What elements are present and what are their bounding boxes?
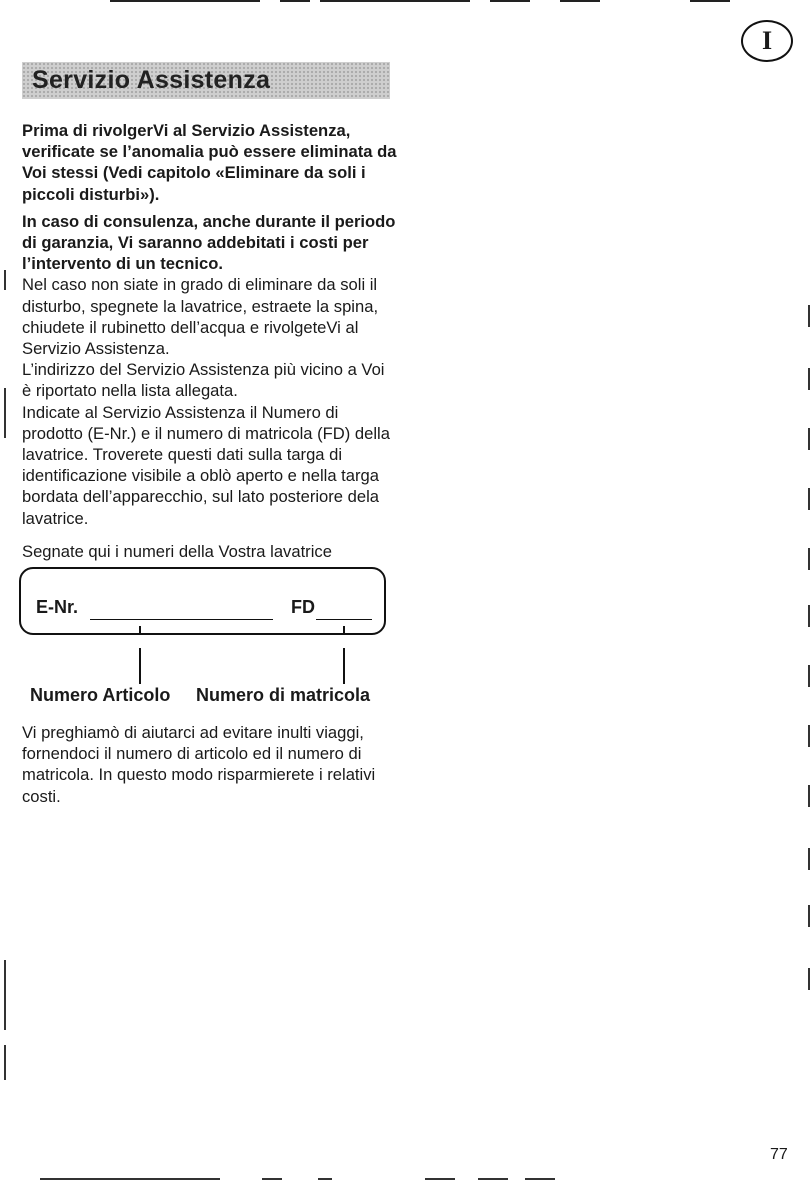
- scan-mark: [4, 270, 6, 290]
- instructions-paragraph: Nel caso non siate in grado di eliminare da soli il disturbo, spegnete la lavatrice, estraete la spina, chiudete il rubinetto dell’acqua e rivolgeteVi al Servizio Assistenza.: [22, 275, 379, 359]
- scan-mark: [808, 488, 810, 510]
- scan-mark: [4, 960, 6, 1030]
- scan-mark: [808, 725, 810, 747]
- top-rule: [690, 0, 730, 2]
- section-title-bar: [22, 62, 390, 99]
- article-connector-upper: [139, 626, 141, 634]
- bottom-rule: [425, 1178, 455, 1180]
- scan-mark: [808, 428, 810, 450]
- scan-mark: [808, 665, 810, 687]
- fd-label: FD: [291, 597, 315, 617]
- scan-mark: [808, 305, 810, 327]
- top-rule: [560, 0, 600, 2]
- enr-label: E-Nr.: [36, 597, 79, 617]
- top-rule: [280, 0, 310, 2]
- article-number-caption: Numero Articolo: [30, 685, 171, 705]
- serial-number-caption: Numero di matricola: [196, 685, 371, 705]
- scan-mark: [4, 1045, 6, 1080]
- warranty-bold-paragraph: In caso di consulenza, anche durante il periodo di garanzia, Vi saranno addebitati i costi per l’intervento di un tecnico.: [22, 211, 396, 274]
- scan-mark: [4, 388, 6, 438]
- bottom-rule: [262, 1178, 282, 1180]
- bottom-rule: [525, 1178, 555, 1180]
- enr-write-line: [90, 619, 273, 620]
- scan-mark: [808, 605, 810, 627]
- scan-mark: [808, 968, 810, 990]
- product-number-paragraph: Indicate al Servizio Assistenza il Numero di prodotto (E-Nr.) e il numero di matricola (FD) della lavatrice. Troverete questi dati sulla targa di identificazione visibile a oblò aperto e nella targa bordata dell’apparecchio, sul lato posteriore dela lavatrice.: [22, 402, 390, 528]
- serial-connector-upper: [343, 626, 345, 634]
- scan-mark: [808, 848, 810, 870]
- bottom-rule: [40, 1178, 220, 1180]
- top-rule: [320, 0, 470, 2]
- fd-write-line: [316, 619, 372, 620]
- language-badge: I: [741, 20, 793, 62]
- scan-mark: [808, 548, 810, 570]
- closing-paragraph: Vi preghiamò di aiutarci ad evitare inulti viaggi, fornendoci il numero di articolo ed il numero di matricola. In questo modo risparmierete i relativi costi.: [22, 723, 376, 806]
- top-rule: [490, 0, 530, 2]
- address-paragraph: L’indirizzo del Servizio Assistenza più vicino a Voi è riportato nella lista allegata.: [22, 360, 385, 401]
- scan-mark: [808, 785, 810, 807]
- scan-mark: [808, 368, 810, 390]
- record-numbers-prompt: Segnate qui i numeri della Vostra lavatrice: [22, 542, 332, 561]
- bottom-rule: [478, 1178, 508, 1180]
- scan-mark: [808, 905, 810, 927]
- section-title: Servizio Assistenza: [32, 66, 271, 94]
- text-column: [22, 120, 397, 529]
- intro-bold-paragraph: Prima di rivolgerVi al Servizio Assistenza, verificate se l’anomalia può essere eliminata da Voi stessi (Vedi capitolo «Eliminare da soli i piccoli disturbi»).: [22, 121, 397, 204]
- bottom-rule: [318, 1178, 332, 1180]
- top-rule: [110, 0, 260, 2]
- serial-connector-lower: [343, 648, 345, 684]
- article-connector-lower: [139, 648, 141, 684]
- page-number: 77: [770, 1146, 788, 1163]
